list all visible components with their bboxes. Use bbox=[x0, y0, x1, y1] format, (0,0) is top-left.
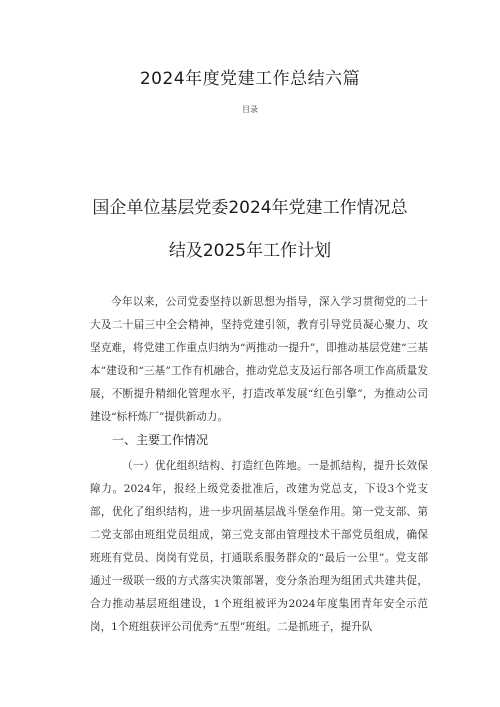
article-title-line-1: 国企单位基层党委2024年党建工作情况总 bbox=[92, 198, 408, 218]
document-title: 2024年度党建工作总结六篇 bbox=[139, 69, 361, 89]
article-title-line-2: 结及2025年工作计划 bbox=[168, 241, 332, 261]
section-heading: 一、主要工作情况 bbox=[112, 433, 209, 447]
table-of-contents-label: 目录 bbox=[242, 105, 258, 114]
intro-paragraph: 今年以来，公司党委坚持以新思想为指导，深入学习贯彻党的二十大及二十届三中全会精神，坚持党建引领，教育引导党员凝心聚力、攻坚克难，将党建工作重点归纳为“两推动一提升”，即推动基层党建“三基本”建设和“三基”工作有机融合，推动党总支及运行部各项工作高质量发展，不断提升精细化管理水平，打造改革发展“红色引擎”，为推动公司建设“标杆炼厂”提供新动力。 bbox=[90, 296, 428, 423]
section-body-paragraph: （一）优化组织结构、打造红色阵地。一是抓结构，提升长效保障力。2024年，报经上级党委批准后，改建为党总支，下设3个党支部，优化了组织结构，进一步巩固基层战斗堡垒作用。第一党支部、第二党支部由班组党员组成，第三党支部由管理技术干部党员组成，确保班班有党员、岗岗有党员，打通联系服务群众的“最后一公里”。党支部通过一级联一级的方式落实决策部署，变分条治理为组团式共建共促，合力推动基层班组建设，1个班组被评为2024年度集团青年安全示范岗，1个班组获评公司优秀“五型”班组。二是抓班子，提升队 bbox=[90, 460, 428, 633]
